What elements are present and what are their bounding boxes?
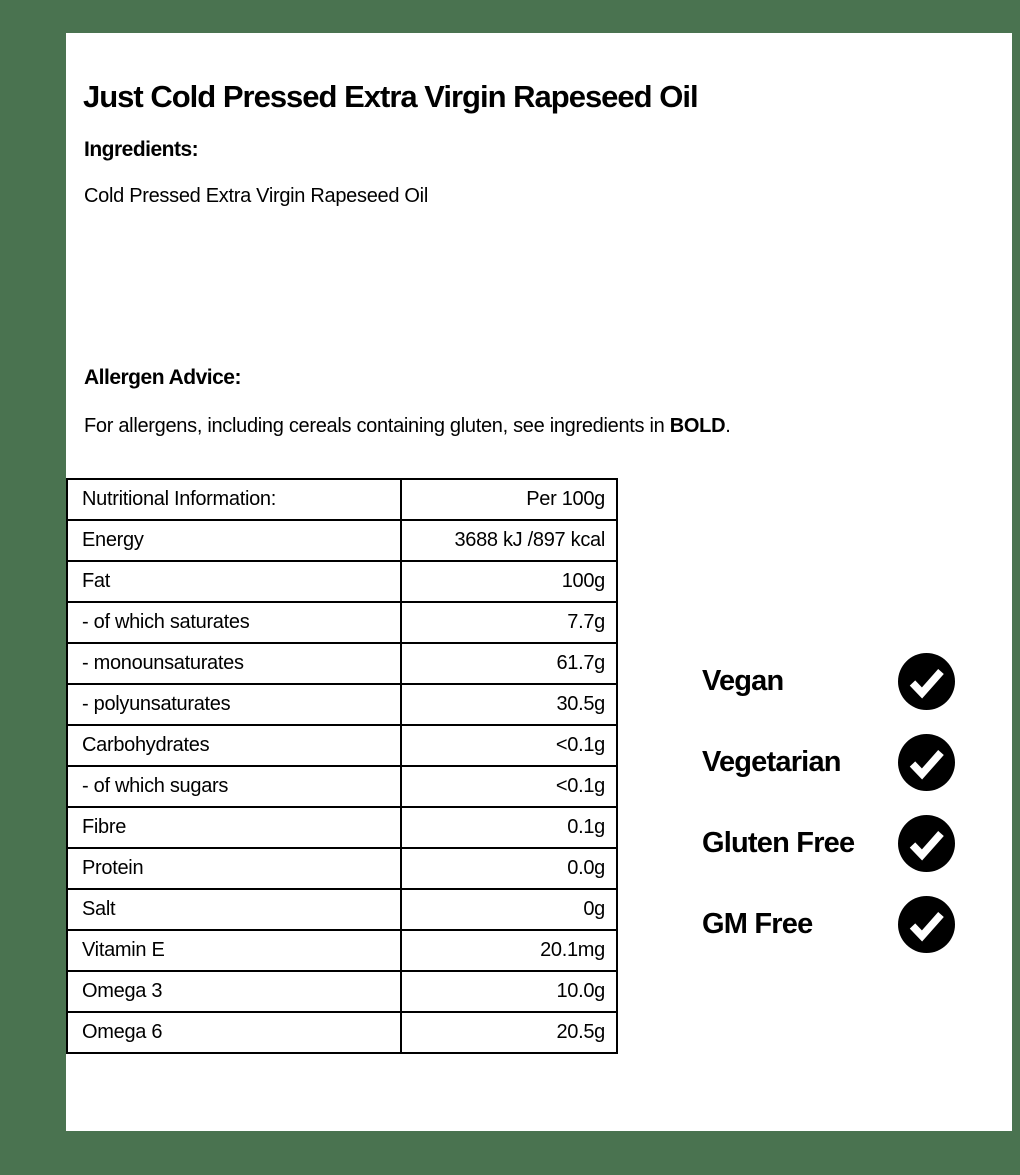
nutrition-header-value: Per 100g <box>401 479 617 520</box>
row-value: 0.0g <box>401 848 617 889</box>
row-value: 3688 kJ /897 kcal <box>401 520 617 561</box>
check-circle-icon <box>898 815 955 872</box>
ingredients-text: Cold Pressed Extra Virgin Rapeseed Oil <box>84 185 428 207</box>
label-card <box>66 33 1012 1131</box>
table-row <box>67 520 617 561</box>
dietary-badges <box>702 653 955 977</box>
row-value: 10.0g <box>401 971 617 1012</box>
allergen-text <box>84 414 730 438</box>
row-label: Energy <box>67 520 401 561</box>
row-value: 100g <box>401 561 617 602</box>
badge-row-vegetarian <box>702 734 955 791</box>
badge-row-gluten-free <box>702 815 955 872</box>
table-row <box>67 807 617 848</box>
badge-label: GM Free <box>702 908 813 940</box>
row-label: Carbohydrates <box>67 725 401 766</box>
table-row <box>67 766 617 807</box>
row-label: - polyunsaturates <box>67 684 401 725</box>
table-row <box>67 848 617 889</box>
row-label: Vitamin E <box>67 930 401 971</box>
table-row <box>67 725 617 766</box>
row-label: - of which saturates <box>67 602 401 643</box>
row-label: Fibre <box>67 807 401 848</box>
badge-label: Vegetarian <box>702 746 841 778</box>
table-row <box>67 889 617 930</box>
row-value: 0.1g <box>401 807 617 848</box>
row-label: - of which sugars <box>67 766 401 807</box>
row-label: Protein <box>67 848 401 889</box>
table-row <box>67 930 617 971</box>
badge-label: Gluten Free <box>702 827 855 859</box>
row-label: - monounsaturates <box>67 643 401 684</box>
row-value: 7.7g <box>401 602 617 643</box>
table-row <box>67 561 617 602</box>
row-label: Omega 3 <box>67 971 401 1012</box>
badge-row-vegan <box>702 653 955 710</box>
allergen-bold-word: BOLD <box>669 415 726 437</box>
nutrition-table-header-row <box>67 479 617 520</box>
allergen-text-after: . <box>725 415 731 437</box>
ingredients-heading: Ingredients: <box>84 138 199 161</box>
allergen-heading: Allergen Advice: <box>84 366 241 389</box>
row-value: <0.1g <box>401 725 617 766</box>
row-value: 20.1mg <box>401 930 617 971</box>
table-row <box>67 1012 617 1053</box>
check-circle-icon <box>898 734 955 791</box>
table-row <box>67 643 617 684</box>
badge-row-gm-free <box>702 896 955 953</box>
check-circle-icon <box>898 653 955 710</box>
row-value: 61.7g <box>401 643 617 684</box>
row-label: Fat <box>67 561 401 602</box>
nutrition-table <box>66 478 618 1054</box>
table-row <box>67 684 617 725</box>
row-label: Omega 6 <box>67 1012 401 1053</box>
badge-label: Vegan <box>702 665 784 697</box>
row-value: 20.5g <box>401 1012 617 1053</box>
row-value: 30.5g <box>401 684 617 725</box>
table-row <box>67 602 617 643</box>
page-title: Just Cold Pressed Extra Virgin Rapeseed Oil <box>83 79 698 114</box>
row-value: <0.1g <box>401 766 617 807</box>
check-circle-icon <box>898 896 955 953</box>
row-label: Salt <box>67 889 401 930</box>
allergen-text-before: For allergens, including cereals containing gluten, see ingredients in <box>84 415 665 437</box>
nutrition-header-label: Nutritional Information: <box>67 479 401 520</box>
table-row <box>67 971 617 1012</box>
row-value: 0g <box>401 889 617 930</box>
